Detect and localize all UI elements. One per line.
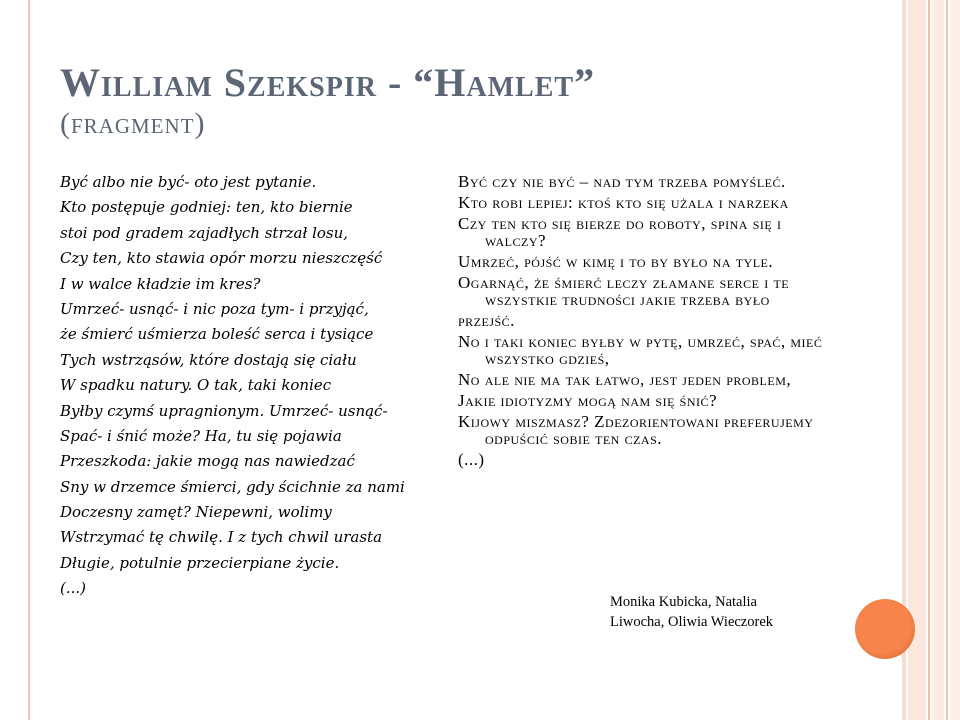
paraphrase-paragraph: Czy ten kto się bierze do roboty, spina się i walczy? (458, 214, 782, 250)
poem-line: Umrzeć- usnąć- i nic poza tym- i przyjąć, (60, 299, 369, 318)
paraphrase-paragraph: Jakie idiotyzmy mogą nam się śnić? (458, 391, 718, 410)
authors-line-1: Monika Kubicka, Natalia (610, 594, 757, 610)
title-line-2: (fragment) (60, 107, 206, 140)
left-accent-line (28, 0, 30, 720)
paraphrase-paragraph: No ale nie ma tak łatwo, jest jeden problem, (458, 370, 792, 389)
paraphrase-paragraph: Być czy nie być – nad tym trzeba pomyśleć. (458, 172, 786, 191)
paraphrase-paragraph: Ogarnąć, że śmierć leczy złamane serce i te wszystkie trudności jakie trzeba było (458, 273, 790, 309)
right-decorative-stripes (902, 0, 960, 720)
poem-line: Spać- i śnić może? Ha, tu się pojawia (60, 426, 342, 445)
poem-line: Być albo nie być- oto jest pytanie. (60, 173, 317, 191)
orange-circle-decoration (855, 599, 915, 659)
poem-line: Przeszkoda: jakie mogą nas nawiedzać (60, 452, 355, 471)
paraphrase-paragraph: Kijowy miszmasz? Zdezorientowani preferujemy odpuścić sobie ten czas. (458, 412, 814, 448)
paraphrase-paragraph: No i taki koniec byłby w pytę, umrzeć, spać, mieć wszystko gdzieś, (458, 332, 823, 368)
paraphrase-paragraph: Umrzeć, pójść w kimę i to by było na tyle. (458, 252, 774, 271)
poem-line: stoi pod gradem zajadłych strzał losu, (60, 223, 349, 242)
poem-line: I w walce kładzie im kres? (60, 274, 261, 293)
poem-line: Długie, potulnie przecierpiane życie. (60, 553, 340, 572)
slide-title (60, 60, 840, 142)
poem-line: Sny w drzemce śmierci, gdy ścichnie za nami (60, 477, 405, 496)
poem-line: Wstrzymać tę chwilę. I z tych chwil urasta (60, 528, 383, 547)
paraphrase-paragraph: przejść. (458, 311, 515, 330)
poem-line: W spadku natury. O tak, taki koniec (60, 376, 332, 395)
title-line-1: William Szekspir - “Hamlet” (60, 60, 596, 105)
paraphrase-paragraph: Kto robi lepiej: ktoś kto się użala i narzeka (458, 193, 789, 212)
modern-paraphrase-text (458, 173, 838, 472)
poem-line: Tych wstrząsów, które dostają się ciału (60, 350, 357, 369)
poem-line: Czy ten, kto stawia opór morzu nieszczęść (60, 249, 383, 268)
poem-line: (...) (60, 579, 87, 598)
authors-line-2: Liwocha, Oliwia Wieczorek (610, 614, 774, 630)
original-poem-text (60, 170, 430, 602)
poem-line: że śmierć uśmierza boleść serca i tysiące (60, 325, 374, 344)
poem-line: Byłby czymś upragnionym. Umrzeć- usnąć- (60, 401, 388, 420)
poem-line: Kto postępuje godniej: ten, kto biernie (60, 198, 353, 217)
paraphrase-paragraph: (...) (458, 450, 485, 469)
poem-line: Doczesny zamęt? Niepewni, wolimy (60, 503, 332, 522)
authors-credit (610, 592, 840, 632)
